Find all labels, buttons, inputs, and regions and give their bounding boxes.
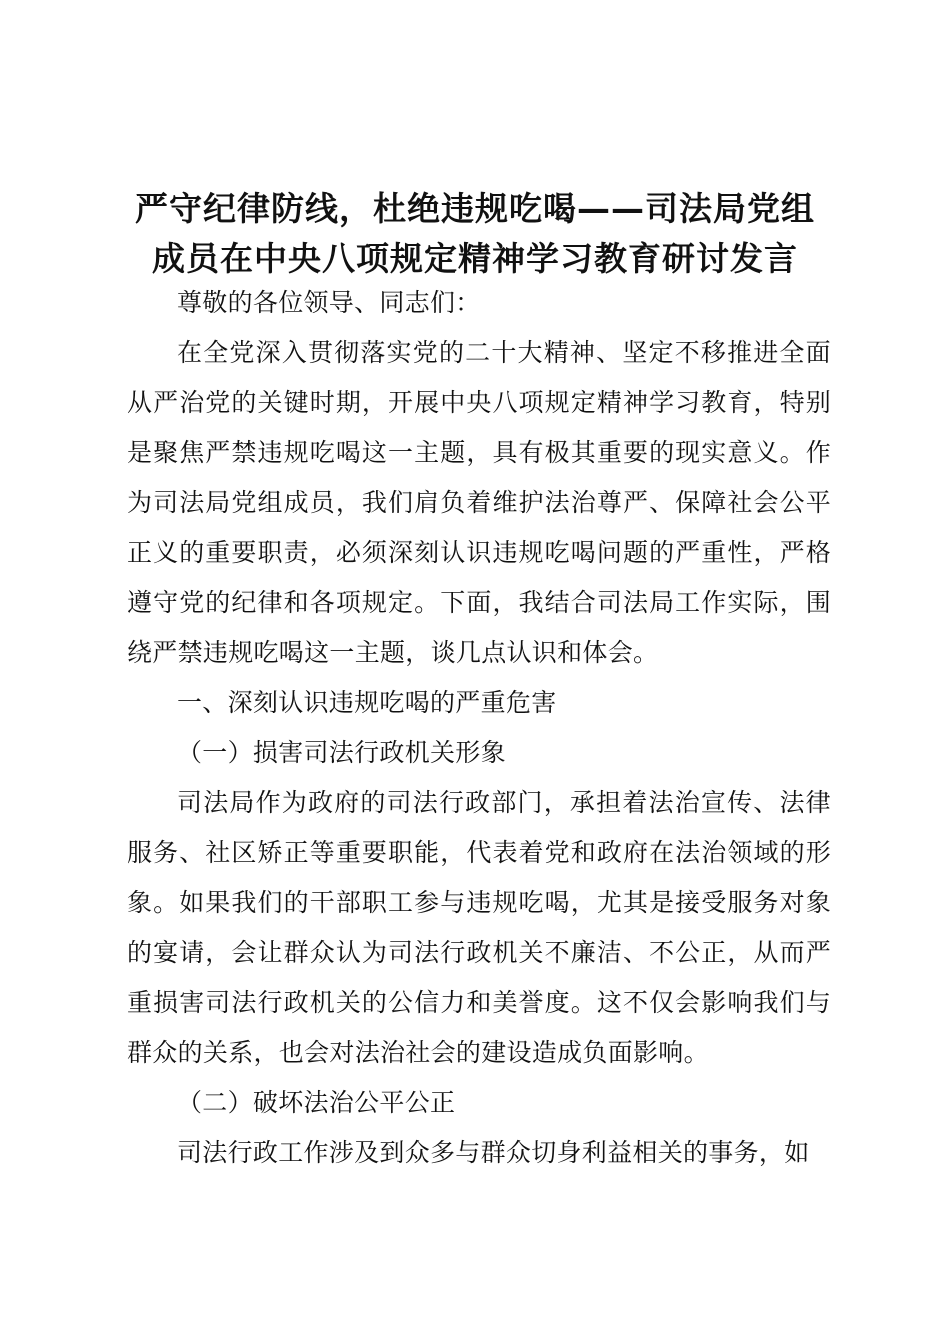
subsection-heading-1: （一）损害司法行政机关形象	[177, 738, 506, 767]
document-body	[127, 278, 831, 1178]
section-heading-1: 一、深刻认识违规吃喝的严重危害	[177, 688, 557, 717]
salutation: 尊敬的各位领导、同志们：	[177, 288, 481, 317]
title-line-1: 严守纪律防线，杜绝违规吃喝——司法局党组	[135, 189, 815, 228]
body-paragraph-intro: 在全党深入贯彻落实党的二十大精神、坚定不移推进全面从严治党的关键时期，开展中央八项规定精神学习教育，特别是聚焦严禁违规吃喝这一主题，具有极其重要的现实意义。作为司法局党组成员，我们肩负着维护法治尊严、保障社会公平正义的重要职责，必须深刻认识违规吃喝问题的严重性，严格遵守党的纪律和各项规定。下面，我结合司法局工作实际，围绕严禁违规吃喝这一主题，谈几点认识和体会。	[127, 338, 831, 667]
document-title	[120, 184, 830, 284]
title-line-2: 成员在中央八项规定精神学习教育研讨发言	[152, 239, 798, 278]
body-paragraph-1: 司法局作为政府的司法行政部门，承担着法治宣传、法律服务、社区矫正等重要职能，代表着党和政府在法治领域的形象。如果我们的干部职工参与违规吃喝，尤其是接受服务对象的宴请，会让群众认为司法行政机关不廉洁、不公正，从而严重损害司法行政机关的公信力和美誉度。这不仅会影响我们与群众的关系，也会对法治社会的建设造成负面影响。	[127, 788, 831, 1067]
body-paragraph-2: 司法行政工作涉及到众多与群众切身利益相关的事务，如	[177, 1138, 810, 1167]
subsection-heading-2: （二）破坏法治公平公正	[177, 1088, 456, 1117]
